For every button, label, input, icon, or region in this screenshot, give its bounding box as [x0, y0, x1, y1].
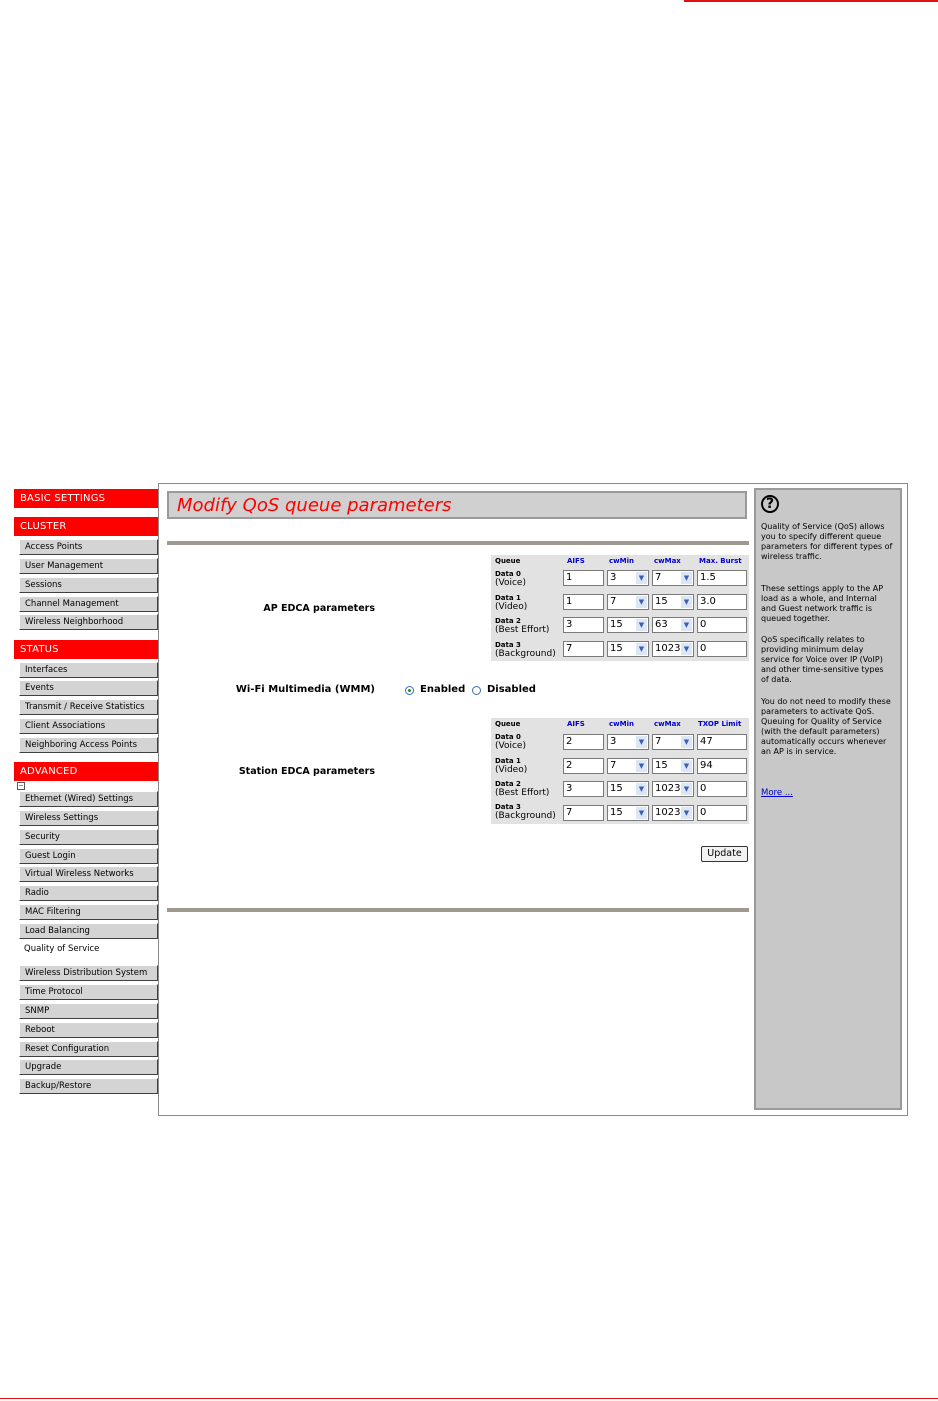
sidebar-item-security[interactable]: Security	[19, 829, 158, 845]
sidebar-item-time-protocol[interactable]: Time Protocol	[19, 984, 158, 1000]
sidebar-item-guest-login[interactable]: Guest Login	[19, 848, 158, 864]
ap-header-aifs: AIFS	[567, 557, 585, 565]
ap-data3-aifs-input[interactable]: 7	[563, 641, 604, 657]
help-paragraph-4: You do not need to modify these parameters to activate QoS. Queuing for Quality of Service (with the default parameters) automatically occurs whenever an AP is in service.	[761, 697, 891, 756]
sta-row-1-label: Data 1 (Video)	[495, 757, 528, 775]
chevron-down-icon: ▼	[636, 783, 647, 795]
ap-data1-aifs-input[interactable]: 1	[563, 594, 604, 610]
wmm-disabled-radio[interactable]	[472, 686, 481, 695]
sta-data0-txop-input[interactable]: 47	[697, 734, 747, 750]
section-advanced[interactable]: ADVANCED	[14, 762, 158, 781]
sta-data1-cwmax-select[interactable]: 15 ▼	[652, 758, 694, 774]
collapse-toggle-icon[interactable]: −	[18, 782, 24, 789]
help-panel	[754, 488, 902, 1110]
ap-data3-cwmax-select[interactable]: 1023 ▼	[652, 641, 694, 657]
sta-data2-txop-input[interactable]: 0	[697, 781, 747, 797]
chevron-down-icon: ▼	[681, 619, 692, 631]
sta-header-cwmax: cwMax	[654, 720, 681, 728]
sta-data1-cwmin-select[interactable]: 7 ▼	[607, 758, 649, 774]
ap-data2-max-burst-input[interactable]: 0	[697, 617, 747, 633]
sta-data1-txop-input[interactable]: 94	[697, 758, 747, 774]
sidebar-item-ethernet-settings[interactable]: Ethernet (Wired) Settings	[19, 791, 158, 807]
ap-edca-table	[491, 555, 749, 661]
ap-header-queue: Queue	[495, 557, 521, 565]
ap-data2-cwmax-select[interactable]: 63 ▼	[652, 617, 694, 633]
ap-data0-cwmin-select[interactable]: 3 ▼	[607, 570, 649, 586]
chevron-down-icon: ▼	[636, 596, 647, 608]
sidebar-item-radio[interactable]: Radio	[19, 885, 158, 901]
wmm-disabled-label[interactable]: Disabled	[487, 684, 536, 695]
chevron-down-icon: ▼	[681, 760, 692, 772]
sta-header-queue: Queue	[495, 720, 521, 728]
help-paragraph-1: Quality of Service (QoS) allows you to specify different queue parameters for different types of wireless traffic.	[761, 522, 893, 561]
ap-header-cwmin: cwMin	[609, 557, 634, 565]
sidebar-item-virtual-wireless-networks[interactable]: Virtual Wireless Networks	[19, 866, 158, 882]
ap-data0-cwmax-select[interactable]: 7 ▼	[652, 570, 694, 586]
ap-data1-cwmax-select[interactable]: 15 ▼	[652, 594, 694, 610]
ap-header-cwmax: cwMax	[654, 557, 681, 565]
chevron-down-icon: ▼	[636, 736, 647, 748]
chevron-down-icon: ▼	[636, 572, 647, 584]
sta-data3-cwmin-select[interactable]: 15 ▼	[607, 805, 649, 821]
ap-row-0-label: Data 0 (Voice)	[495, 570, 526, 588]
sta-data0-cwmax-select[interactable]: 7 ▼	[652, 734, 694, 750]
section-basic-settings[interactable]: BASIC SETTINGS	[14, 489, 158, 508]
sidebar-item-quality-of-service[interactable]: Quality of Service	[19, 942, 158, 958]
sidebar-item-reset-configuration[interactable]: Reset Configuration	[19, 1041, 158, 1057]
sidebar-item-client-associations[interactable]: Client Associations	[19, 718, 158, 734]
help-question-icon: ?	[761, 495, 779, 513]
ap-data0-max-burst-input[interactable]: 1.5	[697, 570, 747, 586]
chevron-down-icon: ▼	[681, 596, 692, 608]
ap-row-1-label: Data 1 (Video)	[495, 594, 528, 612]
sta-data2-cwmin-select[interactable]: 15 ▼	[607, 781, 649, 797]
ap-data3-max-burst-input[interactable]: 0	[697, 641, 747, 657]
chevron-down-icon: ▼	[681, 736, 692, 748]
sidebar-item-wireless-neighborhood[interactable]: Wireless Neighborhood	[19, 614, 158, 630]
sidebar-item-sessions[interactable]: Sessions	[19, 577, 158, 593]
sta-data2-aifs-input[interactable]: 3	[563, 781, 604, 797]
sta-header-aifs: AIFS	[567, 720, 585, 728]
sta-data3-cwmax-select[interactable]: 1023 ▼	[652, 805, 694, 821]
update-button[interactable]: Update	[701, 846, 748, 862]
sta-row-3-label: Data 3 (Background)	[495, 803, 556, 821]
page-title: Modify QoS queue parameters	[177, 495, 452, 516]
ap-edca-label: AP EDCA parameters	[263, 603, 375, 614]
station-edca-label: Station EDCA parameters	[238, 766, 375, 777]
ap-data2-aifs-input[interactable]: 3	[563, 617, 604, 633]
sidebar-item-upgrade[interactable]: Upgrade	[19, 1059, 158, 1075]
ap-row-3-label: Data 3 (Background)	[495, 641, 556, 659]
ap-data2-cwmin-select[interactable]: 15 ▼	[607, 617, 649, 633]
chevron-down-icon: ▼	[636, 807, 647, 819]
more-link[interactable]: More ...	[761, 788, 793, 798]
sta-row-0-label: Data 0 (Voice)	[495, 733, 526, 751]
chevron-down-icon: ▼	[681, 572, 692, 584]
chevron-down-icon: ▼	[636, 760, 647, 772]
sta-data1-aifs-input[interactable]: 2	[563, 758, 604, 774]
section-cluster[interactable]: CLUSTER	[14, 517, 158, 536]
sidebar-item-wireless-distribution-system[interactable]: Wireless Distribution System	[19, 965, 158, 981]
sta-data3-txop-input[interactable]: 0	[697, 805, 747, 821]
help-paragraph-3: QoS specifically relates to providing minimum delay service for Voice over IP (VoIP) and other time-sensitive types of data.	[761, 635, 884, 684]
wmm-enabled-label[interactable]: Enabled	[420, 684, 466, 695]
wmm-enabled-radio[interactable]	[405, 686, 414, 695]
bottom-divider	[167, 908, 749, 912]
sta-header-cwmin: cwMin	[609, 720, 634, 728]
sidebar-item-interfaces[interactable]: Interfaces	[19, 662, 158, 678]
sidebar-item-load-balancing[interactable]: Load Balancing	[19, 923, 158, 939]
sidebar-item-user-management[interactable]: User Management	[19, 558, 158, 574]
sidebar-item-snmp[interactable]: SNMP	[19, 1003, 158, 1019]
chevron-down-icon: ▼	[636, 619, 647, 631]
sta-data2-cwmax-select[interactable]: 1023 ▼	[652, 781, 694, 797]
page-bottom-rule	[0, 1398, 938, 1399]
ap-data1-max-burst-input[interactable]: 3.0	[697, 594, 747, 610]
wmm-label: Wi-Fi Multimedia (WMM)	[235, 684, 375, 695]
sidebar-item-neighboring-access-points[interactable]: Neighboring Access Points	[19, 737, 158, 753]
sta-data0-aifs-input[interactable]: 2	[563, 734, 604, 750]
ap-data1-cwmin-select[interactable]: 7 ▼	[607, 594, 649, 610]
radio-selected-dot	[408, 689, 411, 692]
sidebar-item-events[interactable]: Events	[19, 680, 158, 696]
sta-data3-aifs-input[interactable]: 7	[563, 805, 604, 821]
page-title-box	[167, 491, 747, 519]
top-divider	[167, 541, 749, 545]
ap-row-2-label: Data 2 (Best Effort)	[495, 617, 550, 635]
page-top-rule	[684, 0, 938, 2]
station-edca-table	[491, 718, 749, 824]
sidebar-item-reboot[interactable]: Reboot	[19, 1022, 158, 1038]
sidebar-item-access-points[interactable]: Access Points	[19, 539, 158, 555]
sidebar-item-tx-rx-statistics[interactable]: Transmit / Receive Statistics	[19, 699, 158, 715]
chevron-down-icon: ▼	[681, 783, 692, 795]
help-paragraph-2: These settings apply to the AP load as a whole, and Internal and Guest network traffic is queued together.	[761, 584, 884, 623]
section-status[interactable]: STATUS	[14, 640, 158, 659]
ap-data0-aifs-input[interactable]: 1	[563, 570, 604, 586]
sta-header-txop-limit: TXOP Limit	[698, 720, 742, 728]
sidebar-item-channel-management[interactable]: Channel Management	[19, 596, 158, 612]
chevron-down-icon: ▼	[681, 643, 692, 655]
chevron-down-icon: ▼	[681, 807, 692, 819]
sidebar-item-wireless-settings[interactable]: Wireless Settings	[19, 810, 158, 826]
ap-header-max-burst: Max. Burst	[699, 557, 742, 565]
ap-data3-cwmin-select[interactable]: 15 ▼	[607, 641, 649, 657]
sta-row-2-label: Data 2 (Best Effort)	[495, 780, 550, 798]
sidebar-item-mac-filtering[interactable]: MAC Filtering	[19, 904, 158, 920]
chevron-down-icon: ▼	[636, 643, 647, 655]
sta-data0-cwmin-select[interactable]: 3 ▼	[607, 734, 649, 750]
sidebar-item-backup-restore[interactable]: Backup/Restore	[19, 1078, 158, 1094]
